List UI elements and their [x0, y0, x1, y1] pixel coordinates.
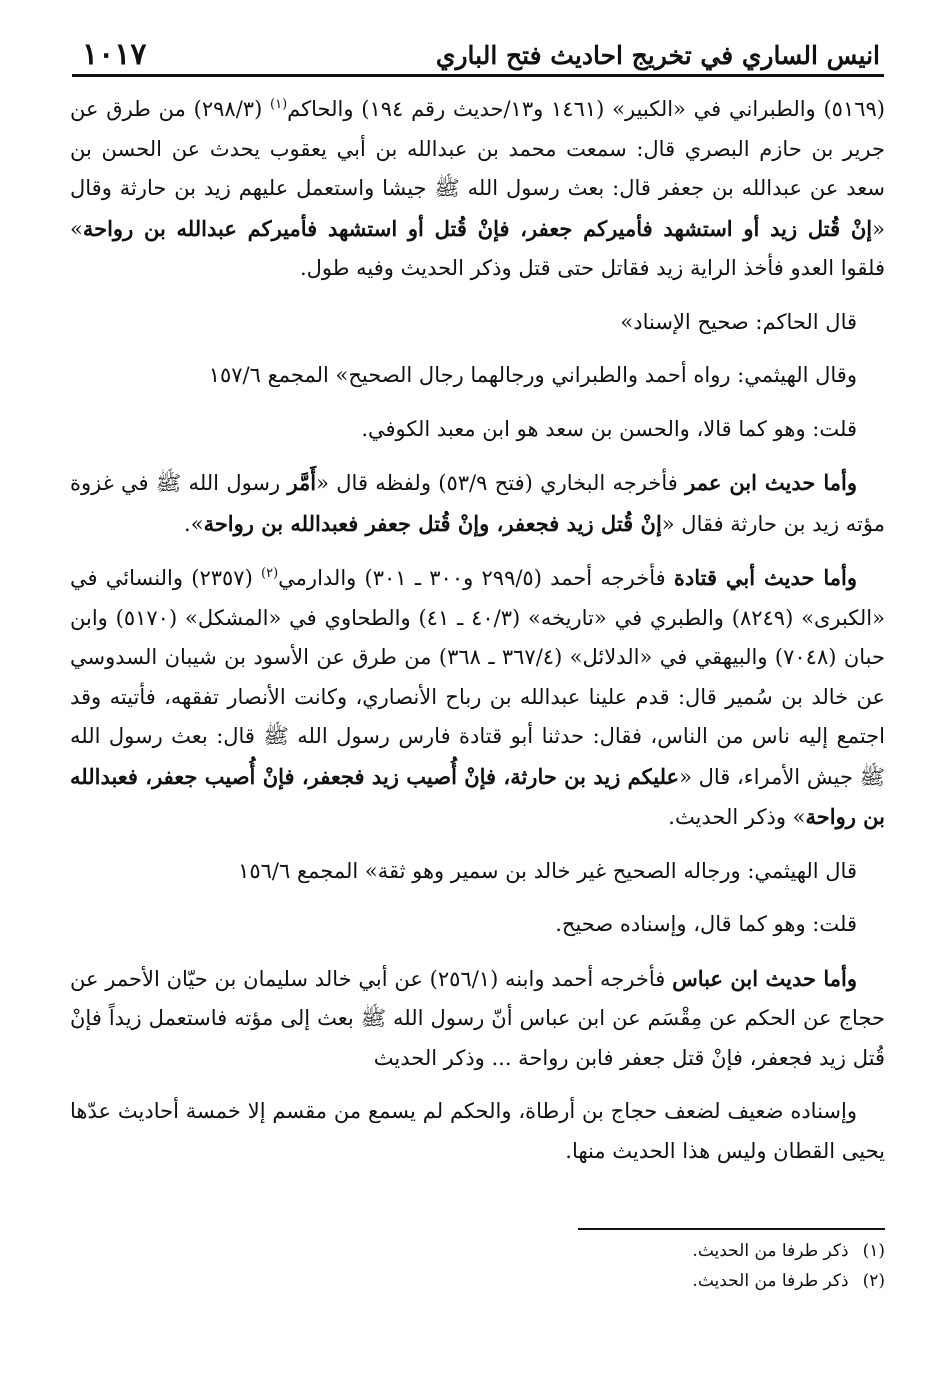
paragraph-p8: [70, 905, 885, 945]
paragraph-p1: [70, 90, 885, 289]
text-segment: (٢٣٥٧) والنسائي في «الكبرى» (٨٢٤٩) والطبري في «تاريخه» (٤٠/٣ ـ ٤١) والطحاوي في «المشكل» (٥١٧٠) وابن حبان (٧٠٤٨) والبيهقي في «الدلائل» (٣٦٧/٤ ـ ٣٦٨) من طرق عن الأسود بن شيبان السدوسي عن خالد بن سُمير قال: قدم علينا عبدالله بن رباح الأنصاري، وكانت الأنصار تفقهه، فأتيته وقد اجتمع إليه ناس من الناس، فقال: حدثنا أبو قتادة فارس رسول الله ﷺ قال: بعث رسول الله ﷺ جيش الأمراء، قال «: [70, 566, 885, 789]
text-segment: » وذكر الحديث.: [668, 805, 806, 829]
footnote: [400, 1266, 885, 1296]
text-segment: وقال الهيثمي: رواه أحمد والطبراني ورجالهما رجال الصحيح» المجمع ١٥٧/٦: [208, 363, 857, 387]
bold-text-segment: أَمَّر: [287, 470, 317, 495]
running-title: انيس الساري في تخريج احاديث فتح الباري: [435, 41, 880, 70]
footnote-text: ذكر طرفا من الحديث.: [692, 1241, 849, 1261]
bold-text-segment: وأما حديث ابن عمر: [685, 470, 857, 495]
text-segment: ».: [184, 511, 204, 536]
footnote-number: (٢): [862, 1271, 885, 1291]
paragraph-p10: [70, 1092, 885, 1171]
footnote-text: ذكر طرفا من الحديث.: [692, 1271, 849, 1291]
text-segment: قال الحاكم: صحيح الإسناد»: [620, 309, 857, 334]
paragraph-p9: [70, 959, 885, 1079]
bold-text-segment: إنْ قُتل زيد فجعفر، وإنْ قُتل جعفر فعبدالله بن رواحة: [203, 510, 662, 536]
main-text: [70, 90, 885, 1185]
page-number: ١٠١٧: [82, 37, 147, 72]
text-segment: (٢٩٨/٣) من طرق عن جرير بن حازم البصري قال: سمعت محمد بن عبدالله بن أبي يعقوب يحدث عن الحسن بن سعد عن عبدالله بن جعفر قال: بعث رسول الله ﷺ جيشا واستعمل عليهم زيد بن حارثة وقال «: [70, 97, 885, 241]
bold-text-segment: إنْ قُتل زيد أو استشهد فأميركم جعفر، فإنْ قُتل أو استشهد فأميركم عبدالله بن رواحة: [82, 215, 873, 241]
text-segment: فأخرجه البخاري (فتح ٥٣/٩) ولفظه قال «: [316, 471, 686, 495]
text-segment: قلت: وهو كما قالا، والحسن بن سعد هو ابن معبد الكوفي.: [361, 416, 857, 441]
footnotes: [400, 1236, 885, 1296]
footnote-ref: (٢): [261, 566, 279, 581]
paragraph-p2: [70, 303, 885, 343]
text-segment: قال الهيثمي: ورجاله الصحيح غير خالد بن سمير وهو ثقة» المجمع ١٥٦/٦: [238, 858, 857, 883]
text-segment: فأخرجه أحمد (٢٩٩/٥ و٣٠٠ ـ ٣٠١) والدارمي: [278, 566, 674, 590]
footnote-ref: (١): [270, 97, 288, 112]
paragraph-p6: [70, 558, 885, 838]
text-segment: وإسناده ضعيف لضعف حجاج بن أرطاة، والحكم لم يسمع من مقسم إلا خمسة أحاديث عدّها يحيى القطان وليس هذا الحديث منها.: [70, 1099, 885, 1163]
text-segment: قلت: وهو كما قال، وإسناده صحيح.: [555, 912, 857, 936]
bold-text-segment: وأما حديث أبي قتادة: [673, 565, 857, 590]
text-segment: » فلقوا العدو فأخذ الراية زيد فقاتل حتى قتل وذكر الحديث وفيه طول.: [70, 216, 885, 280]
footnote-separator: [578, 1228, 885, 1230]
bold-text-segment: عليكم زيد بن حارثة، فإنْ أُصيب زيد فجعفر، فإنْ أُصيب جعفر، فعبدالله بن رواحة: [70, 763, 885, 829]
bold-text-segment: وأما حديث ابن عباس: [672, 965, 857, 991]
text-segment: فأخرجه أحمد وابنه (٢٥٦/١) عن أبي خالد سليمان بن حيّان الأحمر عن حجاج عن الحكم عن مِقْسَم عن ابن عباس أنّ رسول الله ﷺ بعث إلى مؤته فاستعمل زيداً فإنْ قُتل زيد فجعفر، فإنْ قتل جعفر فابن رواحة ... وذكر الحديث: [70, 966, 885, 1070]
text-segment: (٥١٦٩) والطبراني في «الكبير» (١٤٦١ و١٣/حديث رقم ١٩٤) والحاكم: [287, 97, 885, 121]
paragraph-p4: [70, 410, 885, 450]
footnote-number: (١): [862, 1241, 885, 1261]
page-header: [72, 30, 884, 77]
footnote: [400, 1236, 885, 1266]
paragraph-p7: [70, 852, 885, 892]
paragraph-p5: [70, 463, 885, 544]
paragraph-p3: [70, 356, 885, 396]
text-segment: رسول الله ﷺ في غزوة مؤته زيد بن حارثة فقال «: [70, 471, 885, 536]
